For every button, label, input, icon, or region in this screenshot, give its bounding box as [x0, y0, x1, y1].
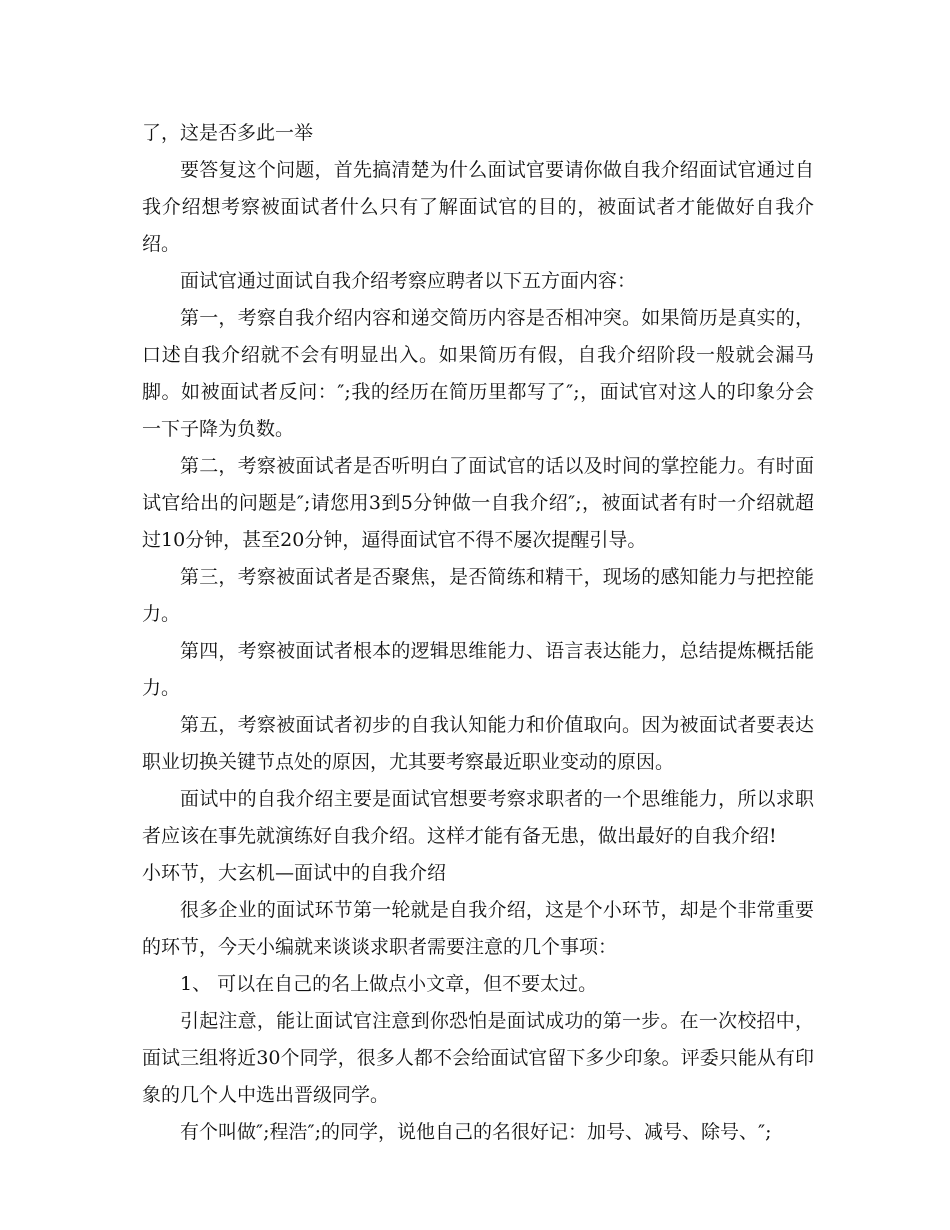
- section-heading: 小环节，大玄机—面试中的自我介绍: [142, 862, 447, 884]
- paragraph-9: 面试中的自我介绍主要是面试官想要考察求职者的一个思维能力，所以求职者应该在事先就演练好自我介绍。这样才能有备无患，做出最好的自我介绍!: [142, 788, 814, 847]
- paragraph-2: 要答复这个问题，首先搞清楚为什么面试官要请你做自我介绍面试官通过自我介绍想考察被面试者什么只有了解面试官的目的，被面试者才能做好自我介绍。: [142, 159, 814, 255]
- paragraph-11: 很多企业的面试环节第一轮就是自我介绍，这是个小环节，却是个非常重要的环节，今天小编就来谈谈求职者需要注意的几个事项：: [142, 899, 814, 958]
- paragraph-13: 引起注意，能让面试官注意到你恐怕是面试成功的第一步。在一次校招中，面试三组将近30个同学，很多人都不会给面试官留下多少印象。评委只能从有印象的几个人中选出晋级同学。: [142, 1010, 814, 1106]
- paragraph-1: 了，这是否多此一举: [142, 122, 314, 144]
- paragraph-4: 第一，考察自我介绍内容和递交简历内容是否相冲突。如果简历是真实的，口述自我介绍就不会有明显出入。如果简历有假，自我介绍阶段一般就会漏马脚。如被面试者反问：″;我的经历在简历里都写了″;，面试官对这人的印象分会一下子降为负数。: [142, 307, 814, 440]
- paragraph-7: 第四，考察被面试者根本的逻辑思维能力、语言表达能力，总结提炼概括能力。: [142, 640, 814, 699]
- paragraph-6: 第三，考察被面试者是否聚焦，是否简练和精干，现场的感知能力与把控能力。: [142, 566, 814, 625]
- paragraph-8: 第五，考察被面试者初步的自我认知能力和价值取向。因为被面试者要表达职业切换关键节点处的原因，尤其要考察最近职业变动的原因。: [142, 714, 814, 773]
- paragraph-14: 有个叫做″;程浩″;的同学，说他自己的名很好记：加号、减号、除号、″;: [180, 1121, 772, 1143]
- list-item-1: 1、 可以在自己的名上做点小文章，但不要太过。: [180, 973, 598, 995]
- paragraph-3: 面试官通过面试自我介绍考察应聘者以下五方面内容：: [180, 270, 637, 292]
- document-body: [142, 115, 814, 1151]
- paragraph-5: 第二，考察被面试者是否听明白了面试官的话以及时间的掌控能力。有时面试官给出的问题是″;请您用3到5分钟做一自我介绍″;，被面试者有时一介绍就超过10分钟，甚至20分钟，逼得面试官不得不屡次提醒引导。: [142, 455, 814, 551]
